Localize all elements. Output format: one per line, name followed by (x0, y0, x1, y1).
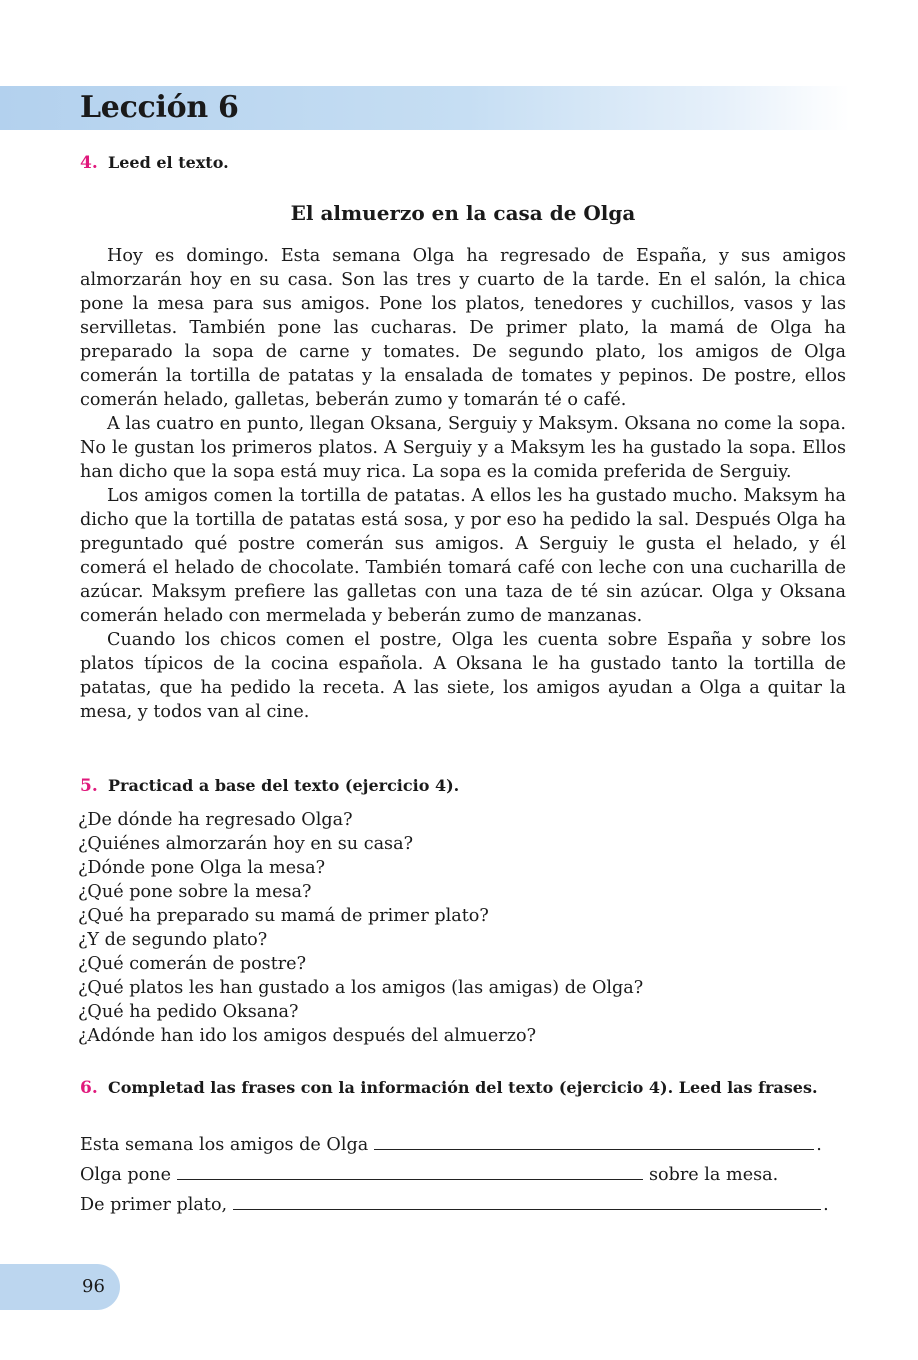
question-item: ¿Qué comerán de postre? (78, 954, 307, 974)
reading-paragraph: A las cuatro en punto, llegan Oksana, Serguiy y Maksym. Oksana no come la sopa. No le gustan los primeros platos. A Serguiy y a Maksym les ha gustado la sopa. Ellos han dicho que la sopa está muy rica. La sopa es la comida preferida de Serguiy. (80, 414, 846, 482)
fill-sentence (80, 1131, 846, 1161)
reading-text (80, 244, 846, 724)
question-item: ¿De dónde ha regresado Olga? (78, 810, 353, 830)
question-list (78, 808, 643, 1048)
fill-sentence (80, 1161, 846, 1191)
sentence-start: Esta semana los amigos de Olga (80, 1135, 369, 1155)
question-item: ¿Quiénes almorzarán hoy en su casa? (78, 834, 414, 854)
exercise-instruction: Practicad a base del texto (ejercicio 4). (108, 776, 460, 795)
sentence-start: De primer plato, (80, 1195, 228, 1215)
reading-paragraph: Los amigos comen la tortilla de patatas. A ellos les ha gustado mucho. Maksym ha dicho que la tortilla de patatas está sosa, y por eso ha pedido la sal. Después Olga ha preguntado qué postre comerán sus amigos. A Serguiy le gusta el helado, y él comerá el helado de chocolate. También tomará café con leche con una cucharilla de azúcar. Maksym prefiere las galletas con una taza de té sin azúcar. Olga y Oksana comerán helado con mermelada y beberán zumo de manzanas. (80, 486, 846, 626)
answer-blank[interactable] (374, 1131, 814, 1150)
fill-sentence (80, 1191, 846, 1221)
lesson-title: Lección 6 (80, 90, 239, 125)
sentence-end: . (816, 1135, 822, 1155)
page-number: 96 (82, 1276, 105, 1297)
answer-blank[interactable] (233, 1191, 821, 1210)
question-item: ¿Qué ha preparado su mamá de primer plato? (78, 906, 489, 926)
exercise-5-heading (80, 775, 846, 797)
reading-paragraph: Hoy es domingo. Esta semana Olga ha regresado de España, y sus amigos almorzarán hoy en su casa. Son las tres y cuarto de la tarde. En el salón, la chica pone la mesa para sus amigos. Pone los platos, tenedores y cuchillos, vasos y las servilletas. También pone las cucharas. De primer plato, la mamá de Olga ha preparado la sopa de carne y tomates. De segundo plato, los amigos de Olga comerán la tortilla de patatas y la ensalada de tomates y pepinos. De postre, ellos comerán helado, galletas, beberán zumo y tomarán té o café. (80, 246, 846, 410)
answer-blank[interactable] (177, 1161, 643, 1180)
question-item: ¿Adónde han ido los amigos después del almuerzo? (78, 1026, 536, 1046)
sentence-start: Olga pone (80, 1165, 171, 1185)
question-item: ¿Y de segundo plato? (78, 930, 268, 950)
exercise-number: 5. (80, 776, 98, 796)
fill-in-sentences (80, 1131, 846, 1221)
question-item: ¿Qué ha pedido Oksana? (78, 1002, 299, 1022)
exercise-number: 6. (80, 1078, 98, 1098)
exercise-instruction: Completad las frases con la información del texto (ejercicio 4). Leed las frases. (108, 1078, 818, 1097)
exercise-number: 4. (80, 153, 98, 173)
sentence-end: . (823, 1195, 829, 1215)
question-item: ¿Dónde pone Olga la mesa? (78, 858, 326, 878)
exercise-instruction: Leed el texto. (108, 153, 229, 172)
question-item: ¿Qué platos les han gustado a los amigos (las amigas) de Olga? (78, 978, 644, 998)
question-item: ¿Qué pone sobre la mesa? (78, 882, 312, 902)
exercise-6-heading (80, 1077, 846, 1099)
reading-paragraph: Cuando los chicos comen el postre, Olga les cuenta sobre España y sobre los platos típicos de la cocina española. A Oksana le ha gustado tanto la tortilla de patatas, que ha pedido la receta. A las siete, los amigos ayudan a Olga a quitar la mesa, y todos van al cine. (80, 630, 846, 722)
reading-title: El almuerzo en la casa de Olga (290, 201, 636, 225)
exercise-4-heading (80, 152, 846, 174)
sentence-end: sobre la mesa. (649, 1165, 779, 1185)
